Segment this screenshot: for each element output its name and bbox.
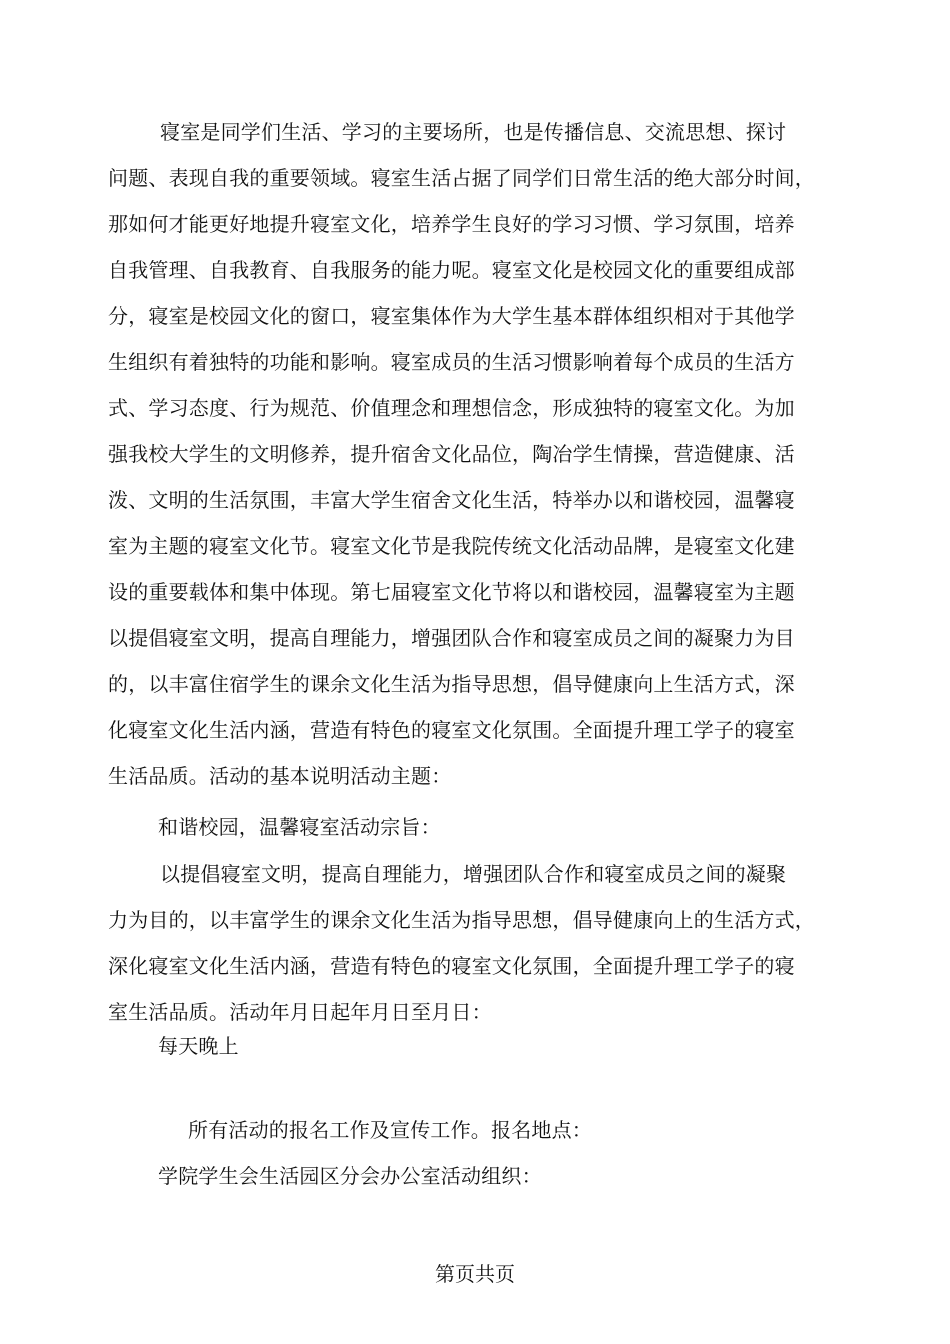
paragraph2-line-3: 深化寝室文化生活内涵，营造有特色的寝室文化氛围，全面提升理工学子的寝 (108, 954, 795, 978)
paragraph1-line-8: 强我校大学生的文明修养，提升宿舍文化品位，陶冶学生情操，营造健康、活 (108, 442, 795, 466)
paragraph2-line-4: 室生活品质。活动年月日起年月日至月日： (108, 1000, 492, 1024)
paragraph1-line-7: 式、学习态度、行为规范、价值理念和理想信念，形成独特的寝室文化。为加 (108, 396, 795, 420)
paragraph1-line-12: 以提倡寝室文明，提高自理能力，增强团队合作和寝室成员之间的凝聚力为目 (108, 626, 795, 650)
theme-line: 和谐校园，温馨寝室活动宗旨： (158, 815, 441, 839)
paragraph1-line-3: 那如何才能更好地提升寝室文化，培养学生良好的学习习惯、学习氛围，培养 (108, 212, 795, 236)
paragraph1-line-13: 的，以丰富住宿学生的课余文化生活为指导思想，倡导健康向上生活方式，深 (108, 672, 795, 696)
registration-line: 所有活动的报名工作及宣传工作。报名地点： (188, 1118, 592, 1142)
page-footer: 第页共页 (435, 1262, 515, 1286)
paragraph1-line-14: 化寝室文化生活内涵，营造有特色的寝室文化氛围。全面提升理工学子的寝室 (108, 718, 795, 742)
time-line: 每天晚上 (158, 1034, 239, 1058)
paragraph1-line-2: 问题、表现自我的重要领域。寝室生活占据了同学们日常生活的绝大部分时间， (108, 166, 815, 190)
paragraph1-line-15: 生活品质。活动的基本说明活动主题： (108, 764, 452, 788)
paragraph2-line-1: 以提倡寝室文明，提高自理能力，增强团队合作和寝室成员之间的凝聚 (160, 862, 787, 886)
paragraph1-line-1: 寝室是同学们生活、学习的主要场所，也是传播信息、交流思想、探讨 (160, 120, 787, 144)
location-line: 学院学生会生活园区分会办公室活动组织： (158, 1164, 542, 1188)
paragraph1-line-9: 泼、文明的生活氛围，丰富大学生宿舍文化生活，特举办以和谐校园，温馨寝 (108, 488, 795, 512)
paragraph1-line-11: 设的重要载体和集中体现。第七届寝室文化节将以和谐校园，温馨寝室为主题 (108, 580, 795, 604)
paragraph1-line-6: 生组织有着独特的功能和影响。寝室成员的生活习惯影响着每个成员的生活方 (108, 350, 795, 374)
paragraph1-line-4: 自我管理、自我教育、自我服务的能力呢。寝室文化是校园文化的重要组成部 (108, 258, 795, 282)
paragraph1-line-5: 分，寝室是校园文化的窗口，寝室集体作为大学生基本群体组织相对于其他学 (108, 304, 795, 328)
paragraph2-line-2: 力为目的，以丰富学生的课余文化生活为指导思想，倡导健康向上的生活方式， (108, 908, 815, 932)
paragraph1-line-10: 室为主题的寝室文化节。寝室文化节是我院传统文化活动品牌，是寝室文化建 (108, 534, 795, 558)
